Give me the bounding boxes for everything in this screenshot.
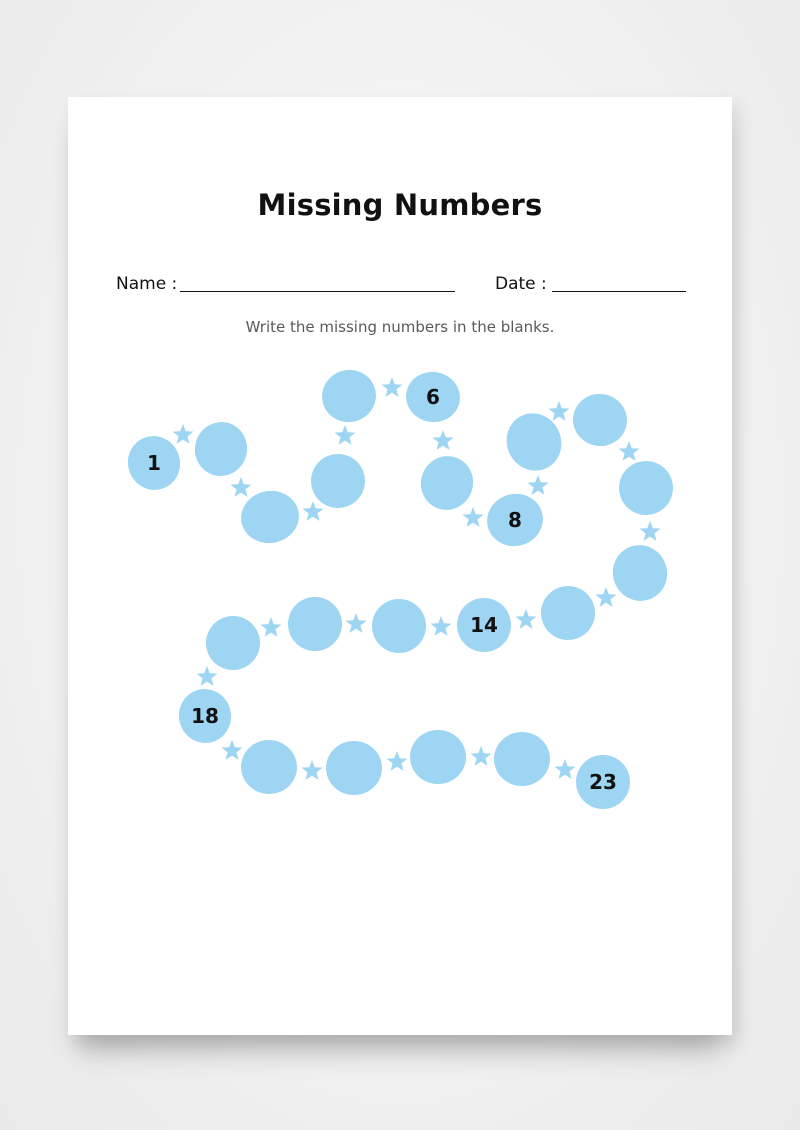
date-label: Date : <box>495 274 547 294</box>
star-icon <box>173 424 194 444</box>
instructions: Write the missing numbers in the blanks. <box>245 318 555 336</box>
star-icon <box>433 430 454 450</box>
number-bubble[interactable] <box>173 683 237 749</box>
number-bubble[interactable] <box>202 612 265 675</box>
star-icon <box>335 425 356 445</box>
bubble-number: 14 <box>470 613 498 637</box>
bubble-shape <box>189 416 253 482</box>
star-icon <box>463 507 484 527</box>
star-icon <box>549 401 570 421</box>
bubble-shape <box>494 732 550 786</box>
number-bubble[interactable] <box>569 390 631 451</box>
star-icon <box>640 521 661 541</box>
number-bubble[interactable] <box>539 584 598 643</box>
bubble-shape <box>413 449 480 518</box>
number-bubble[interactable] <box>316 364 382 428</box>
star-icon <box>261 617 282 637</box>
bubble-shape <box>202 612 265 675</box>
bubble-number: 6 <box>426 385 440 409</box>
number-bubble[interactable] <box>613 455 679 521</box>
number-bubble[interactable] <box>481 488 549 553</box>
bubble-number: 23 <box>589 770 617 794</box>
bubble-shape <box>605 537 675 608</box>
number-bubble[interactable] <box>326 741 382 795</box>
bubble-shape <box>288 597 342 651</box>
number-bubble[interactable] <box>189 416 253 482</box>
number-bubble[interactable] <box>576 755 630 809</box>
number-bubble[interactable] <box>413 449 480 518</box>
bubble-shape <box>410 730 466 784</box>
star-icon <box>222 740 243 760</box>
star-icon <box>346 613 367 633</box>
star-icon <box>382 377 403 397</box>
name-label: Name : <box>116 274 178 294</box>
star-icon <box>516 609 537 629</box>
bubble-shape <box>372 599 426 653</box>
worksheet-title: Missing Numbers <box>257 188 543 222</box>
bubble-number: 18 <box>191 704 219 728</box>
bubble-number: 8 <box>508 508 522 532</box>
star-icon <box>387 751 408 771</box>
bubble-shape <box>613 455 679 521</box>
bubble-shape <box>326 741 382 795</box>
bubble-shape <box>316 364 382 428</box>
bubble-shape <box>539 584 598 643</box>
number-bubble[interactable] <box>457 598 511 652</box>
number-bubble[interactable] <box>239 738 299 797</box>
bubble-shape <box>569 390 631 451</box>
star-icon <box>303 501 324 521</box>
bubble-number: 1 <box>147 451 161 475</box>
star-icon <box>302 760 323 780</box>
star-icon <box>471 746 492 766</box>
bubble-shape <box>239 738 299 797</box>
star-icon <box>231 477 252 497</box>
number-bubble[interactable] <box>288 597 342 651</box>
star-icon <box>431 616 452 636</box>
number-bubble[interactable] <box>402 368 464 427</box>
star-icon <box>555 759 576 779</box>
star-icon <box>528 475 549 495</box>
number-bubble[interactable] <box>605 537 675 608</box>
star-icon <box>197 666 218 686</box>
number-bubble[interactable] <box>372 599 426 653</box>
star-icon <box>596 587 617 607</box>
number-bubble[interactable] <box>410 730 466 784</box>
star-icon <box>619 441 640 461</box>
number-bubble[interactable] <box>120 429 187 498</box>
number-bubble[interactable] <box>494 732 550 786</box>
